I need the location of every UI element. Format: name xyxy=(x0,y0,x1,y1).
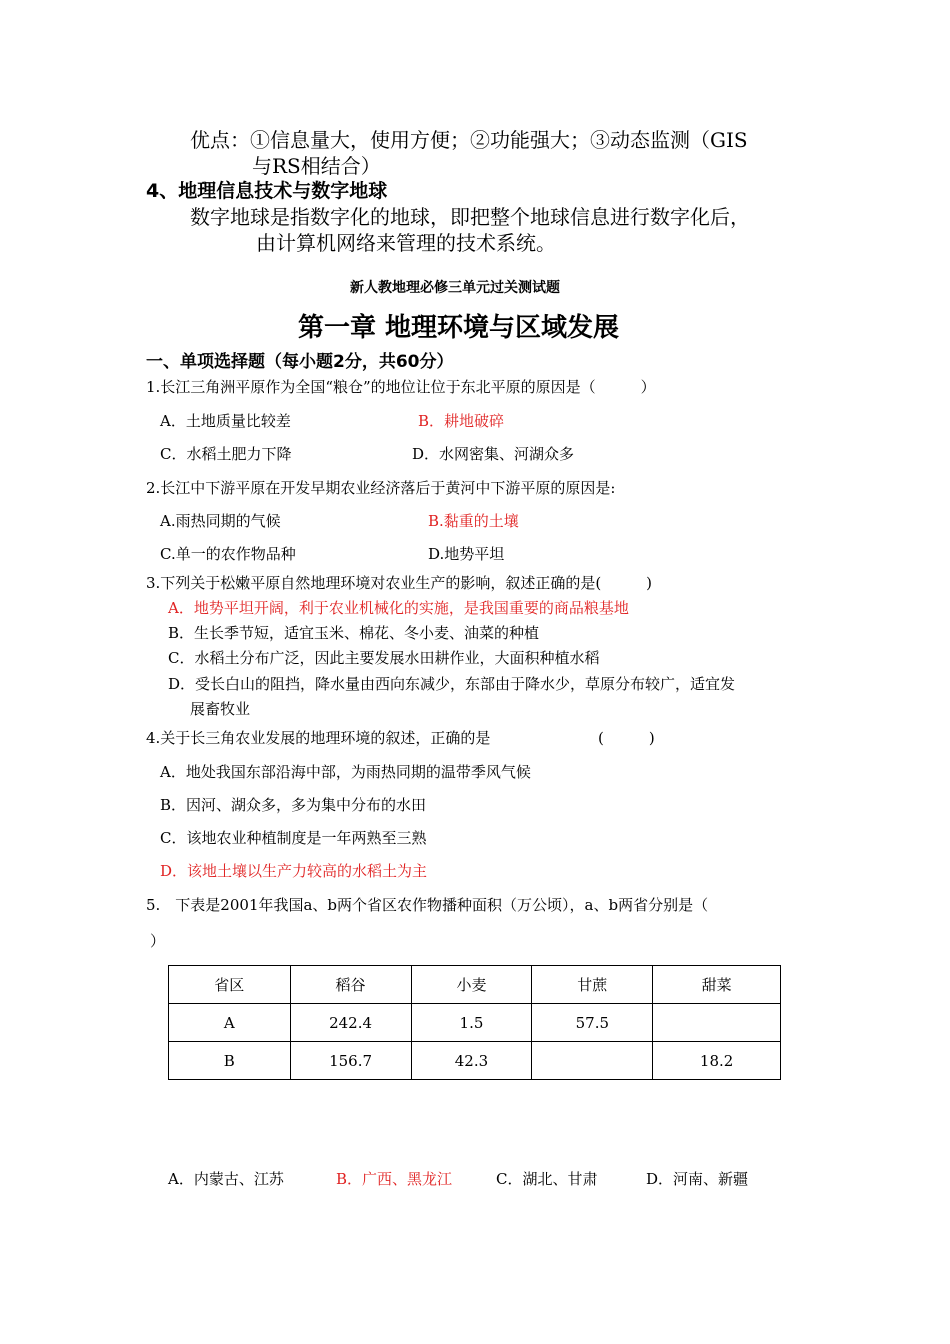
table-header-row xyxy=(169,966,781,1004)
q1-option-c: C．水稻土肥力下降 xyxy=(160,445,292,463)
q5-stem-line-1: 5. 下表是2001年我国a、b两个省区农作物播种面积（万公顷），a、b两省分别是（ xyxy=(146,896,709,914)
table-header-cell: 稻谷 xyxy=(290,966,411,1004)
q5-stem-line-2: ） xyxy=(150,932,166,950)
chapter-title: 第一章 地理环境与区域发展 xyxy=(298,313,620,343)
q5-option-d: D．河南、新疆 xyxy=(646,1170,749,1188)
advantages-line-1: 优点：①信息量大，使用方便；②功能强大；③动态监测（GIS xyxy=(190,128,748,152)
table-cell: A xyxy=(169,1004,291,1042)
q1-option-a: A．土地质量比较差 xyxy=(160,412,291,430)
table-cell: B xyxy=(169,1042,291,1080)
q3-option-c: C．水稻土分布广泛，因此主要发展水田耕作业，大面积种植水稻 xyxy=(168,649,600,667)
q4-option-d: D．该地土壤以生产力较高的水稻土为主 xyxy=(160,862,428,880)
q4-option-a: A．地处我国东部沿海中部，为雨热同期的温带季风气候 xyxy=(160,763,531,781)
q2-stem: 2.长江中下游平原在开发早期农业经济落后于黄河中下游平原的原因是: xyxy=(146,479,616,497)
digital-earth-line-1: 数字地球是指数字化的地球，即把整个地球信息进行数字化后， xyxy=(190,205,750,229)
q2-option-d: D.地势平坦 xyxy=(428,545,505,563)
table-row xyxy=(169,1042,781,1080)
table-cell: 242.4 xyxy=(290,1004,411,1042)
q1-option-b: B．耕地破碎 xyxy=(418,412,505,430)
q2-option-b: B.黏重的土壤 xyxy=(428,512,519,530)
q3-option-d-line-2: 展畜牧业 xyxy=(190,700,251,718)
q2-option-c: C.单一的农作物品种 xyxy=(160,545,296,563)
q3-option-a: A．地势平坦开阔，利于农业机械化的实施，是我国重要的商品粮基地 xyxy=(168,599,629,617)
section-title: 一、单项选择题（每小题2分，共60分） xyxy=(146,352,454,372)
q5-option-b: B．广西、黑龙江 xyxy=(336,1170,453,1188)
q4-option-c: C．该地农业种植制度是一年两熟至三熟 xyxy=(160,829,427,847)
q3-stem: 3.下列关于松嫩平原自然地理环境对农业生产的影响，叙述正确的是( ) xyxy=(146,574,653,592)
table-cell xyxy=(653,1004,781,1042)
table-cell: 18.2 xyxy=(653,1042,781,1080)
q4-answer-paren: ( ) xyxy=(598,729,655,747)
table-cell: 57.5 xyxy=(532,1004,653,1042)
crop-area-table xyxy=(168,965,781,1080)
document-title: 新人教地理必修三单元过关测试题 xyxy=(350,280,560,296)
q3-option-b: B．生长季节短，适宜玉米、棉花、冬小麦、油菜的种植 xyxy=(168,624,540,642)
q1-stem: 1.长江三角洲平原作为全国“粮仓”的地位让位于东北平原的原因是（ ） xyxy=(146,378,656,396)
q1-option-d: D．水网密集、河湖众多 xyxy=(412,445,575,463)
q5-option-c: C．湖北、甘肃 xyxy=(496,1170,598,1188)
q5-option-a: A．内蒙古、江苏 xyxy=(168,1170,284,1188)
q2-option-a: A.雨热同期的气候 xyxy=(160,512,281,530)
heading-digital-earth: 4、地理信息技术与数字地球 xyxy=(146,180,388,202)
table-header-cell: 甜菜 xyxy=(653,966,781,1004)
table-cell xyxy=(532,1042,653,1080)
table-header-cell: 甘蔗 xyxy=(532,966,653,1004)
q4-stem: 4.关于长三角农业发展的地理环境的叙述，正确的是 xyxy=(146,729,491,747)
digital-earth-line-2: 由计算机网络来管理的技术系统。 xyxy=(256,231,556,255)
table-header-cell: 小麦 xyxy=(411,966,532,1004)
table-cell: 1.5 xyxy=(411,1004,532,1042)
table-header-cell: 省区 xyxy=(169,966,291,1004)
table-row xyxy=(169,1004,781,1042)
table-cell: 42.3 xyxy=(411,1042,532,1080)
q3-option-d-line-1: D．受长白山的阻挡，降水量由西向东减少，东部由于降水少，草原分布较广，适宜发 xyxy=(168,675,736,693)
table-cell: 156.7 xyxy=(290,1042,411,1080)
q4-option-b: B．因河、湖众多，多为集中分布的水田 xyxy=(160,796,427,814)
advantages-line-2: 与RS相结合） xyxy=(252,154,381,178)
